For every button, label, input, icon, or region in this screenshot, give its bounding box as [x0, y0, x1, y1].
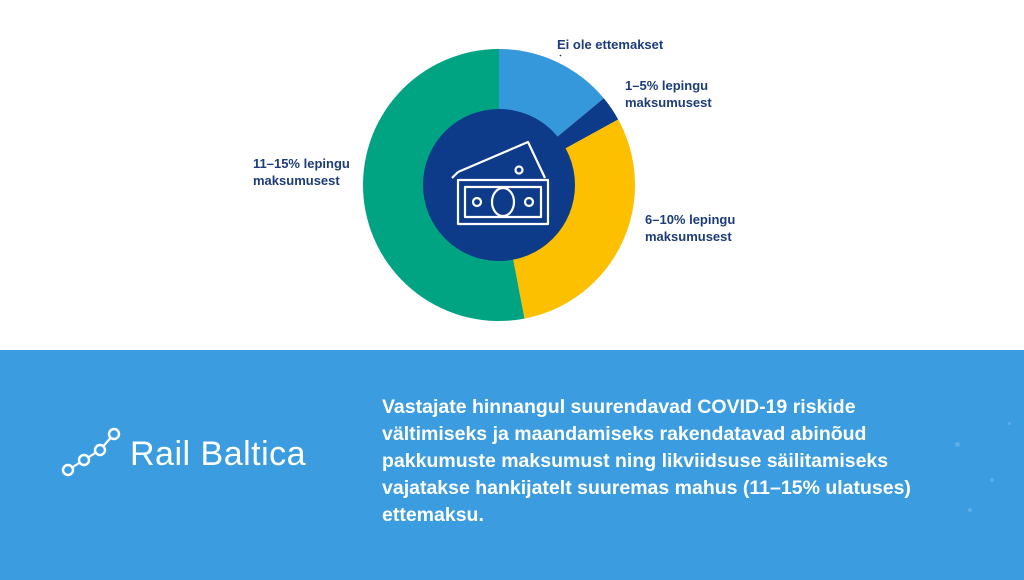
decor-dot	[1008, 422, 1011, 425]
decor-dot	[968, 508, 972, 512]
label-pointer	[560, 55, 561, 56]
label-1-5-percent: 1–5% lepingu maksumusest	[625, 78, 712, 110]
label-no-advance: Ei ole ettemakset	[557, 37, 664, 52]
brand-name: Rail Baltica	[130, 435, 307, 473]
info-banner	[0, 350, 1024, 580]
decor-dot	[955, 442, 960, 447]
donut-center	[423, 109, 575, 261]
label-11-15-percent: 11–15% lepingu maksumusest	[253, 156, 350, 188]
label-6-10-percent: 6–10% lepingu maksumusest	[645, 212, 736, 244]
rail-baltica-logo	[58, 424, 306, 484]
banner-caption: Vastajate hinnangul suurendavad COVID-19 riskide vältimiseks ja maandamiseks rakendatavad abinõud pakkumuste maksumust ning likviidsuse säilitamiseks vajatakse hankijatelt suuremas mahus (11–15% ulatuses) ettemaksu.	[382, 396, 911, 526]
logo-nodes-icon	[58, 424, 122, 484]
decor-dot	[990, 478, 994, 482]
